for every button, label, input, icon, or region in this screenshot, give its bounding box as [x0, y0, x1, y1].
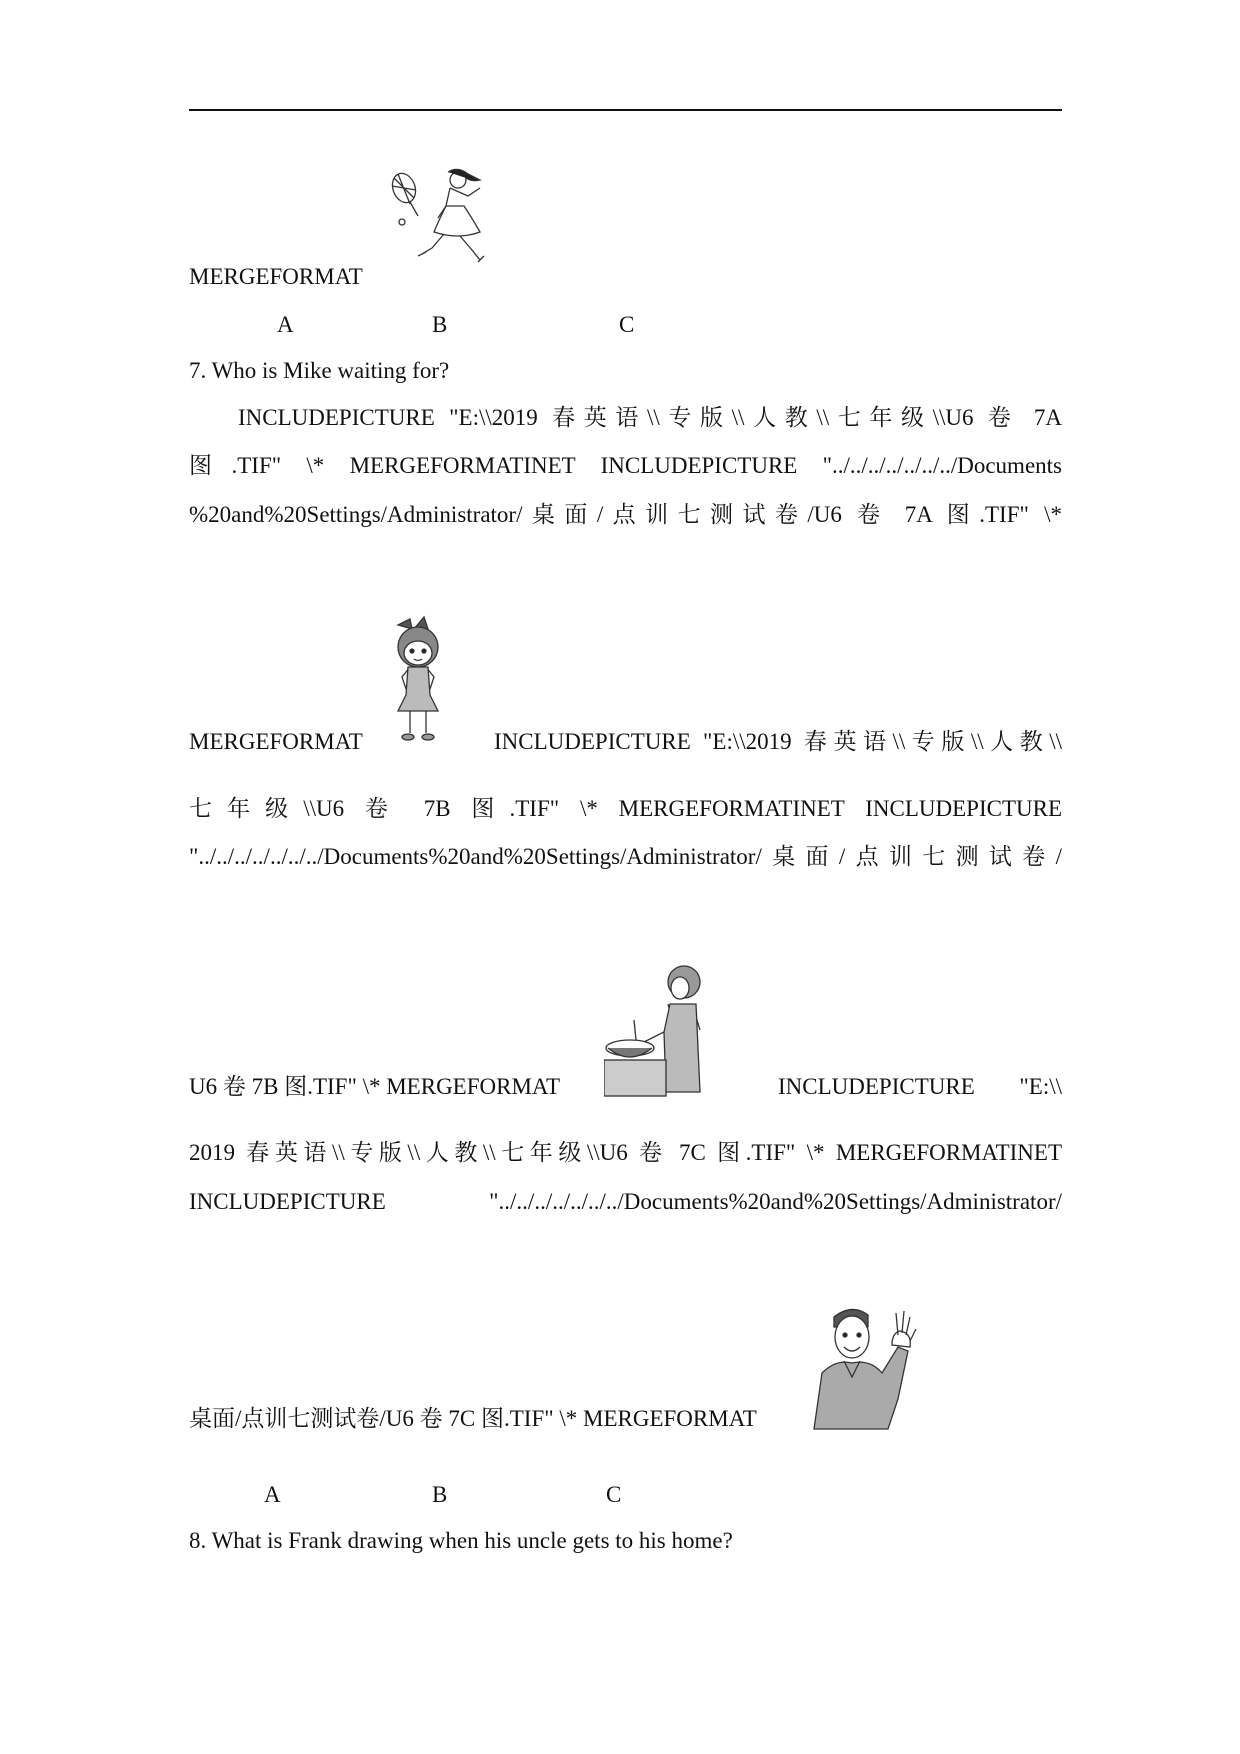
q7-field-b-line2: 七年级\\U6 卷 7B 图.TIF" \* MERGEFORMATINET INCLUDEPICTURE: [189, 796, 1062, 821]
q8-question: 8. What is Frank drawing when his uncle gets to his home?: [189, 1528, 733, 1553]
q7-field-a-line1: INCLUDEPICTURE "E:\\2019 春英语\\专版\\人教\\七年级\\U6 卷 7A: [238, 405, 1062, 430]
q7-option-b: B: [432, 1482, 448, 1507]
q7-field-b-line1: INCLUDEPICTURE "E:\\2019 春英语\\专版\\人教\\: [494, 729, 1062, 754]
q7-question: 7. Who is Mike waiting for?: [189, 358, 450, 383]
q7-field-c-line1: INCLUDEPICTURE "E:\\: [778, 1074, 1062, 1099]
girl-cartoon-image: [388, 615, 448, 750]
q7-field-c-line4: 桌面/点训七测试卷/U6 卷 7C 图.TIF" \* MERGEFORMAT: [189, 1406, 757, 1431]
q7-field-a-line3: %20and%20Settings/Administrator/桌面/点训七测试卷/U6 卷 7A 图.TIF" \*: [189, 502, 1062, 527]
q6-option-c: C: [619, 312, 635, 337]
q7-field-c-line2: 2019 春英语\\专版\\人教\\七年级\\U6 卷 7C 图.TIF" \* MERGEFORMATINET: [189, 1140, 1062, 1165]
q6-option-a: A: [277, 312, 294, 337]
header-rule: [189, 109, 1062, 111]
man-waving-image: [812, 1303, 918, 1431]
q7-field-a-line2: 图.TIF" \* MERGEFORMATINET INCLUDEPICTURE "../../../../../../../Documents: [189, 453, 1062, 478]
q7-merge-a: MERGEFORMAT: [189, 729, 363, 754]
q7-option-a: A: [264, 1482, 281, 1507]
q7-option-c: C: [606, 1482, 622, 1507]
q7-field-c-line3: INCLUDEPICTURE "../../../../../../../Documents%20and%20Settings/Administrator/: [189, 1189, 1062, 1214]
q6-merge-text: MERGEFORMAT: [189, 264, 363, 289]
q7-field-b-line4: U6 卷 7B 图.TIF" \* MERGEFORMAT: [189, 1074, 561, 1099]
tennis-girl-image: [388, 166, 503, 276]
q6-option-b: B: [432, 312, 448, 337]
woman-cooking-image: [604, 960, 710, 1098]
q7-field-b-line3: "../../../../../../../Documents%20and%20Settings/Administrator/桌面/点训七测试卷/: [189, 844, 1062, 869]
